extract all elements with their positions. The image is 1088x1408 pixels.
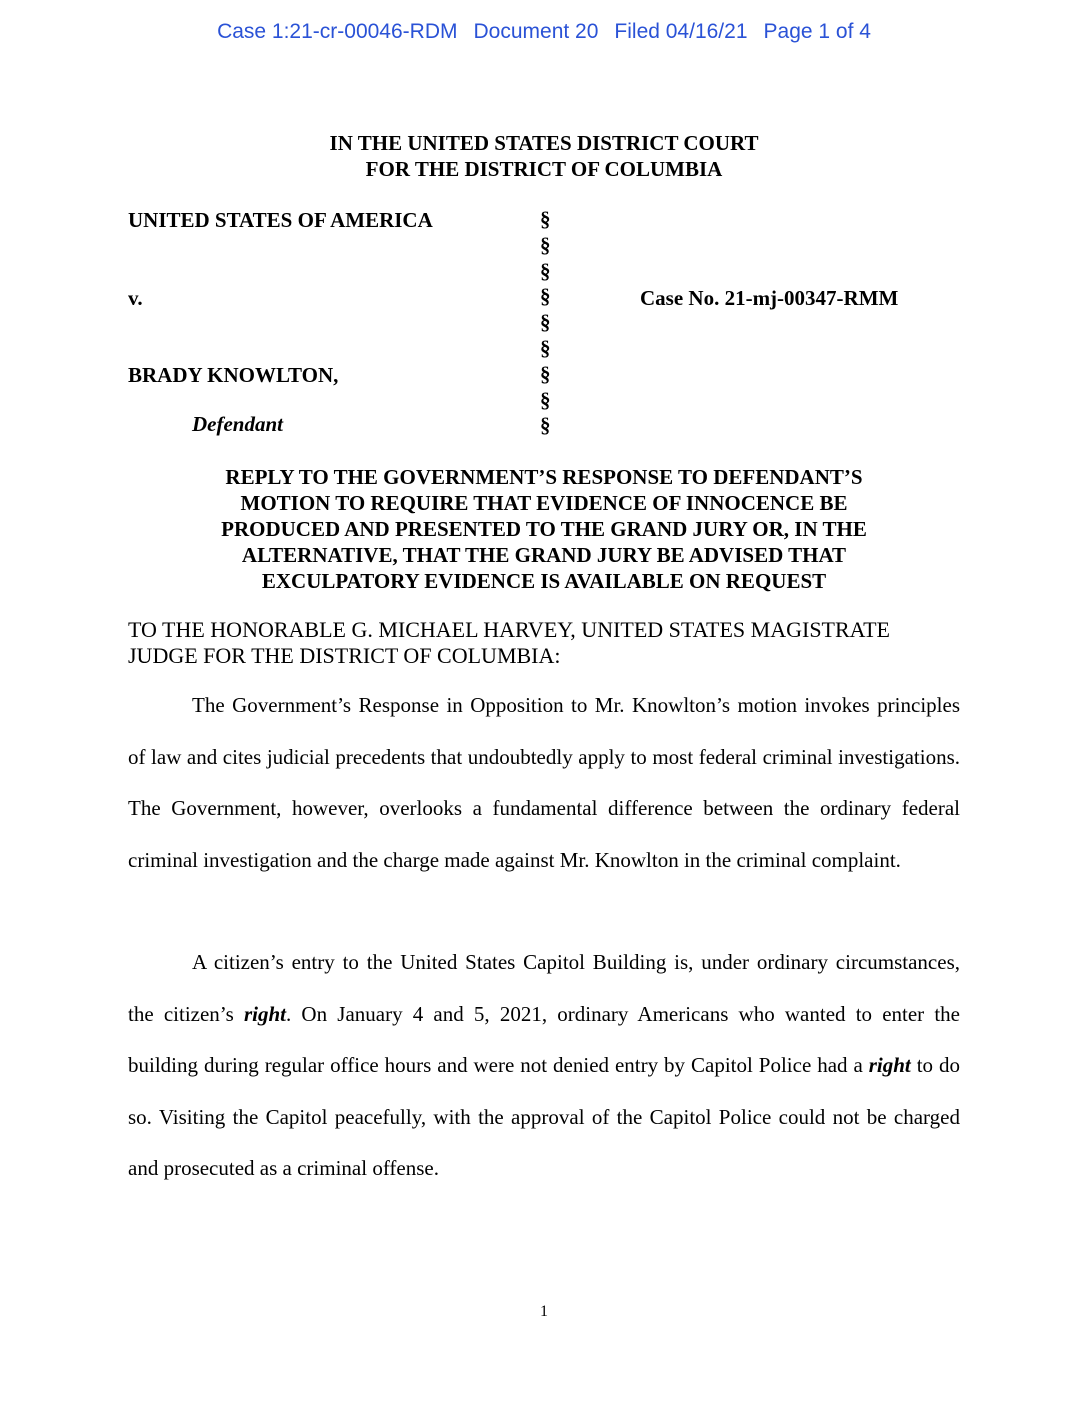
- document-title-line: REPLY TO THE GOVERNMENT’S RESPONSE TO DEFENDANT’S: [225, 465, 863, 489]
- section-symbol: §: [540, 207, 551, 231]
- emphasized-right: right: [868, 1053, 911, 1077]
- document-title-line: MOTION TO REQUIRE THAT EVIDENCE OF INNOCENCE BE: [240, 491, 848, 515]
- section-symbol: §: [540, 361, 551, 386]
- addressee-line1: TO THE HONORABLE G. MICHAEL HARVEY, UNITED STATES MAGISTRATE: [128, 617, 890, 642]
- body-paragraph-2: [128, 937, 960, 1195]
- section-symbol: §: [540, 387, 551, 412]
- defendant-name: BRADY KNOWLTON,: [128, 363, 339, 387]
- paragraph-2-text: to do so. Visiting the Capitol peacefully, with the approval of the Capitol Police could not be charged and prosecuted as a criminal offense.: [128, 1053, 960, 1180]
- section-symbol: §: [540, 232, 551, 257]
- addressee-line2: JUDGE FOR THE DISTRICT OF COLUMBIA:: [128, 643, 561, 668]
- page-number: 1: [540, 1303, 548, 1320]
- section-symbol: §: [540, 413, 551, 438]
- document-title-line: ALTERNATIVE, THAT THE GRAND JURY BE ADVISED THAT: [241, 543, 847, 567]
- document-title-line: EXCULPATORY EVIDENCE IS AVAILABLE ON REQUEST: [261, 569, 827, 593]
- paragraph-2-text: A citizen’s entry to the United States Capitol Building is, under ordinary circumstances, the citizen’s: [128, 950, 960, 1026]
- document-title-line: PRODUCED AND PRESENTED TO THE GRAND JURY OR, IN THE: [221, 517, 867, 541]
- paragraph-2-text: . On January 4 and 5, 2021, ordinary Americans who wanted to enter the building during regular office hours and were not denied entry by Capitol Police had a: [128, 1001, 960, 1077]
- ecf-header: [0, 20, 1088, 44]
- addressee: [128, 617, 968, 669]
- ecf-case-number: Case 1:21-cr-00046-RDM: [217, 20, 458, 43]
- section-symbol: §: [540, 310, 551, 335]
- court-heading: [0, 130, 1088, 182]
- case-number: Case No. 21-mj-00347-RMM: [640, 286, 899, 310]
- defendant-label: Defendant: [192, 412, 283, 436]
- section-symbol: §: [540, 284, 551, 309]
- ecf-filed-date: Filed 04/16/21: [614, 20, 748, 43]
- document-title: [0, 464, 1088, 594]
- versus-label: v.: [128, 286, 143, 310]
- court-heading-line2: FOR THE DISTRICT OF COLUMBIA: [365, 157, 723, 181]
- section-symbol-column: [540, 207, 551, 439]
- plaintiff-name: UNITED STATES OF AMERICA: [128, 208, 433, 232]
- ecf-document-number: Document 20: [473, 20, 599, 43]
- ecf-page-count: Page 1 of 4: [763, 20, 871, 43]
- emphasized-right: right: [243, 1001, 287, 1026]
- section-symbol: §: [540, 258, 551, 283]
- body-paragraph-1: The Government’s Response in Opposition to Mr. Knowlton’s motion invokes principles of law and cites judicial precedents that undoubtedly apply to most federal criminal investigations. The Government, however, overlooks a fundamental difference between the ordinary federal criminal investigation and the charge made against Mr. Knowlton in the criminal complaint.: [128, 693, 960, 872]
- section-symbol: §: [540, 335, 551, 360]
- court-heading-line1: IN THE UNITED STATES DISTRICT COURT: [329, 131, 759, 155]
